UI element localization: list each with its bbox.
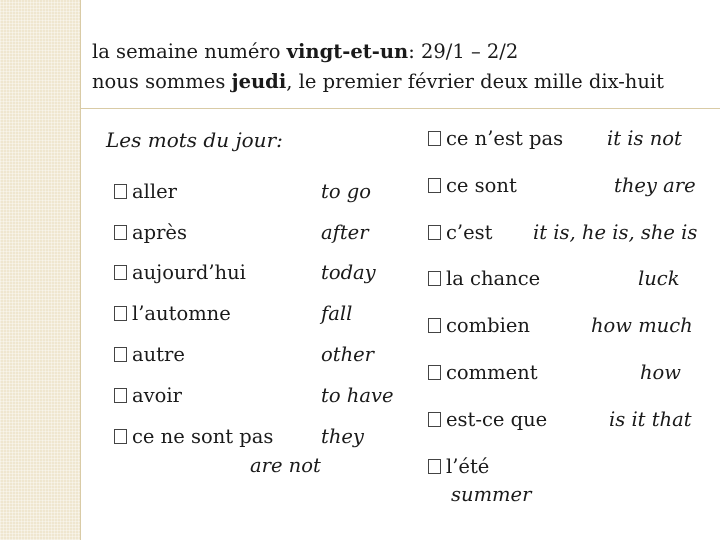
- french-word: avoir: [132, 384, 182, 407]
- vocab-item: [428, 174, 517, 197]
- english-translation: how much: [591, 314, 693, 337]
- vocab-item: [428, 314, 530, 337]
- french-word: aller: [132, 180, 177, 203]
- english-translation: luck: [638, 267, 680, 290]
- vocab-item: [114, 261, 246, 284]
- english-translation: today: [321, 261, 376, 284]
- vocab-item: [114, 221, 187, 244]
- french-word: aujourd’hui: [132, 261, 246, 284]
- french-word: combien: [446, 314, 530, 337]
- day-name: jeudi: [231, 70, 287, 93]
- checkbox-icon: [114, 265, 127, 280]
- checkbox-icon: [428, 318, 441, 333]
- week-number: vingt-et-un: [286, 40, 409, 63]
- full-date: , le premier février deux mille dix-huit: [286, 70, 664, 93]
- vocab-item: [114, 425, 273, 448]
- checkbox-icon: [114, 347, 127, 362]
- week-dates: : 29/1 – 2/2: [408, 40, 519, 63]
- checkbox-icon: [428, 365, 441, 380]
- french-word: ce ne sont pas: [132, 425, 274, 448]
- french-word: l’été: [446, 455, 490, 478]
- vocab-item: [428, 361, 538, 384]
- english-translation: after: [321, 221, 369, 244]
- header-line-date: [92, 70, 664, 93]
- english-translation: it is not: [607, 127, 682, 150]
- french-word: c’est: [446, 221, 493, 244]
- week-prefix: la semaine numéro: [92, 40, 287, 63]
- english-translation: to have: [321, 384, 394, 407]
- checkbox-icon: [428, 131, 441, 146]
- english-translation: summer: [451, 483, 532, 506]
- english-translation: how: [640, 361, 681, 384]
- header-line-week: [92, 40, 518, 63]
- checkbox-icon: [114, 306, 127, 321]
- date-prefix: nous sommes: [92, 70, 232, 93]
- vocab-item: [428, 455, 489, 478]
- vocab-item: [114, 384, 182, 407]
- vocab-item: [428, 127, 563, 150]
- english-translation: fall: [321, 302, 353, 325]
- english-translation-continued: are not: [250, 454, 321, 477]
- checkbox-icon: [428, 225, 441, 240]
- french-word: la chance: [446, 267, 541, 290]
- checkbox-icon: [114, 184, 127, 199]
- checkbox-icon: [114, 225, 127, 240]
- vocab-item: [114, 180, 177, 203]
- english-translation: other: [321, 343, 374, 366]
- english-translation: it is, he is, she is: [533, 221, 698, 244]
- checkbox-icon: [428, 178, 441, 193]
- french-word: est-ce que: [446, 408, 548, 431]
- checkbox-icon: [428, 412, 441, 427]
- decorative-sidebar: [0, 0, 80, 540]
- checkbox-icon: [114, 429, 127, 444]
- french-word: comment: [446, 361, 538, 384]
- english-translation: to go: [321, 180, 371, 203]
- vocab-item: [428, 267, 540, 290]
- english-translation: they: [321, 425, 364, 448]
- checkbox-icon: [114, 388, 127, 403]
- vocab-item: [428, 408, 547, 431]
- vocab-item: [114, 302, 231, 325]
- vocab-item: [114, 343, 185, 366]
- checkbox-icon: [428, 271, 441, 286]
- vocab-title: Les mots du jour:: [106, 128, 283, 152]
- french-word: autre: [132, 343, 185, 366]
- french-word: après: [132, 221, 187, 244]
- vocab-item: [428, 221, 493, 244]
- french-word: l’automne: [132, 302, 231, 325]
- checkbox-icon: [428, 459, 441, 474]
- french-word: ce n’est pas: [446, 127, 564, 150]
- english-translation: they are: [614, 174, 696, 197]
- english-translation: is it that: [609, 408, 692, 431]
- french-word: ce sont: [446, 174, 517, 197]
